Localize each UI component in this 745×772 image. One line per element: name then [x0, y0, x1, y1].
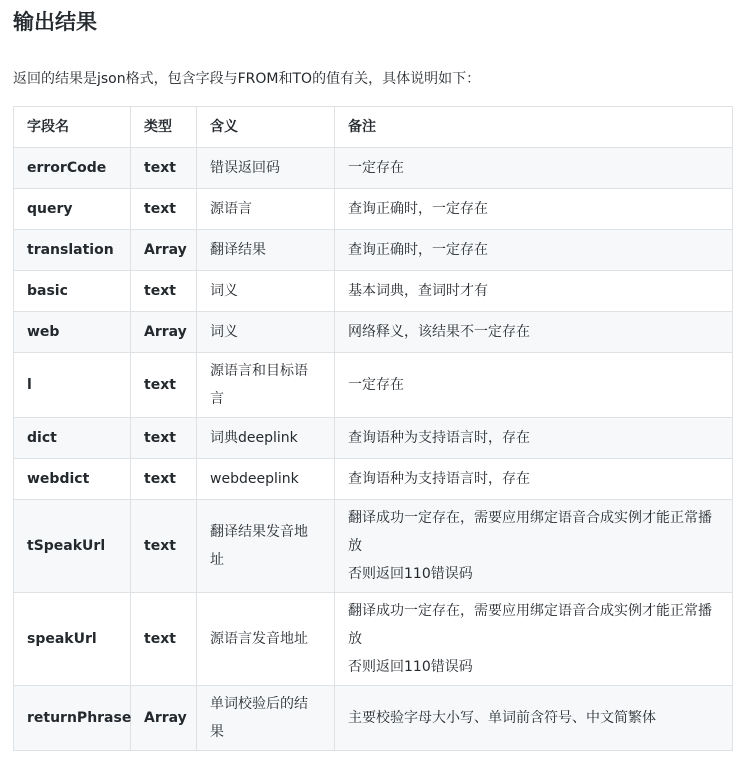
note-line: 翻译成功一定存在，需要应用绑定语音合成实例才能正常播放: [348, 510, 712, 554]
field-name-cell: translation: [14, 230, 131, 271]
field-name-cell: query: [14, 189, 131, 230]
header-meaning: 含义: [197, 107, 335, 148]
table-row: [14, 148, 733, 189]
type-cell: text: [131, 271, 197, 312]
note-line: 主要校验字母大小写、单词前含符号、中文简繁体: [348, 710, 656, 726]
field-name-cell: returnPhrase: [14, 686, 131, 751]
header-type: 类型: [131, 107, 197, 148]
header-field-name: 字段名: [14, 107, 131, 148]
meaning-cell: 源语言和目标语言: [197, 353, 335, 418]
meaning-cell: 词义: [197, 312, 335, 353]
field-name-cell: errorCode: [14, 148, 131, 189]
type-cell: Array: [131, 230, 197, 271]
note-line: 否则返回110错误码: [348, 659, 473, 675]
note-cell: [335, 230, 733, 271]
table-row: [14, 230, 733, 271]
table-row: [14, 593, 733, 686]
table-row: [14, 459, 733, 500]
note-cell: [335, 312, 733, 353]
note-line: 翻译成功一定存在，需要应用绑定语音合成实例才能正常播放: [348, 603, 712, 647]
note-line: 基本词典，查词时才有: [348, 283, 488, 299]
header-note: 备注: [335, 107, 733, 148]
field-name-cell: speakUrl: [14, 593, 131, 686]
type-cell: text: [131, 418, 197, 459]
meaning-cell: 词义: [197, 271, 335, 312]
meaning-cell: 翻译结果发音地址: [197, 500, 335, 593]
table-row: [14, 353, 733, 418]
type-cell: Array: [131, 312, 197, 353]
page-title: 输出结果: [13, 10, 97, 34]
type-cell: text: [131, 593, 197, 686]
table-row: [14, 189, 733, 230]
intro-text: 返回的结果是json格式，包含字段与FROM和TO的值有关，具体说明如下：: [13, 71, 481, 87]
meaning-cell: 源语言: [197, 189, 335, 230]
note-cell: [335, 500, 733, 593]
output-fields-table: [13, 106, 733, 751]
meaning-cell: 源语言发音地址: [197, 593, 335, 686]
field-name-cell: webdict: [14, 459, 131, 500]
meaning-cell: 翻译结果: [197, 230, 335, 271]
table-row: [14, 686, 733, 751]
note-line: 查询正确时，一定存在: [348, 201, 488, 217]
type-cell: text: [131, 353, 197, 418]
table-header-row: [14, 107, 733, 148]
type-cell: Array: [131, 686, 197, 751]
table-row: [14, 271, 733, 312]
field-name-cell: l: [14, 353, 131, 418]
meaning-cell: 词典deeplink: [197, 418, 335, 459]
meaning-cell: 单词校验后的结果: [197, 686, 335, 751]
note-cell: [335, 353, 733, 418]
note-cell: [335, 459, 733, 500]
field-name-cell: basic: [14, 271, 131, 312]
note-cell: [335, 418, 733, 459]
note-cell: [335, 148, 733, 189]
type-cell: text: [131, 459, 197, 500]
field-name-cell: tSpeakUrl: [14, 500, 131, 593]
note-line: 查询语种为支持语言时，存在: [348, 430, 530, 446]
table-body: [14, 148, 733, 751]
meaning-cell: webdeeplink: [197, 459, 335, 500]
note-cell: [335, 593, 733, 686]
note-cell: [335, 271, 733, 312]
note-line: 一定存在: [348, 377, 404, 393]
type-cell: text: [131, 189, 197, 230]
type-cell: text: [131, 148, 197, 189]
type-cell: text: [131, 500, 197, 593]
table-row: [14, 312, 733, 353]
note-line: 一定存在: [348, 160, 404, 176]
table-row: [14, 500, 733, 593]
note-line: 查询语种为支持语言时，存在: [348, 471, 530, 487]
field-name-cell: dict: [14, 418, 131, 459]
note-cell: [335, 686, 733, 751]
note-line: 查询正确时，一定存在: [348, 242, 488, 258]
note-line: 网络释义，该结果不一定存在: [348, 324, 530, 340]
meaning-cell: 错误返回码: [197, 148, 335, 189]
note-line: 否则返回110错误码: [348, 566, 473, 582]
note-cell: [335, 189, 733, 230]
table-row: [14, 418, 733, 459]
field-name-cell: web: [14, 312, 131, 353]
